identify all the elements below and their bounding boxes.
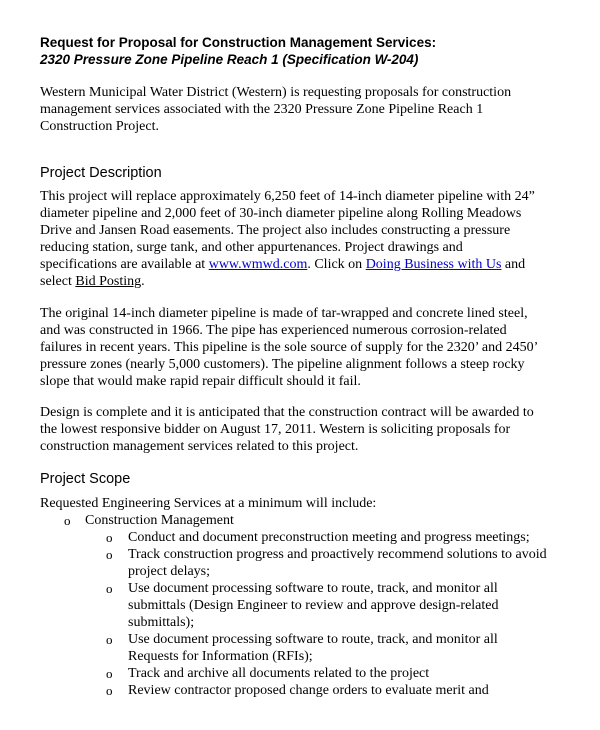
list-item-level-2: submittals (Design Engineer to review and approve design-related	[128, 598, 499, 613]
text-fragment: select	[40, 274, 76, 289]
list-item-level-2: Conduct and document preconstruction meeting and progress meetings;	[128, 530, 530, 545]
paragraph-line	[40, 273, 585, 290]
list-bullet-level-2: o	[106, 530, 113, 545]
paragraph-line: Requested Engineering Services at a minimum will include:	[40, 496, 377, 511]
project-description-heading: Project Description	[40, 165, 162, 181]
text-fragment: . Click on	[307, 257, 366, 272]
paragraph-line: Design is complete and it is anticipated that the construction contract will be awarded to	[40, 405, 534, 420]
paragraph-line: Drive and Jansen Road easements. The project also includes constructing a pressure	[40, 223, 511, 238]
intro-line: Western Municipal Water District (Western) is requesting proposals for construction	[40, 85, 512, 100]
text-fragment: .	[141, 274, 145, 289]
paragraph-line: construction management services related to this project.	[40, 439, 359, 454]
paragraph-line: slope that would make rapid repair difficult should it fail.	[40, 374, 361, 389]
list-bullet-level-2: o	[106, 547, 113, 562]
list-item-level-2: Use document processing software to route, track, and monitor all	[128, 581, 498, 596]
list-item-level-2: Review contractor proposed change orders to evaluate merit and	[128, 683, 489, 698]
text-fragment: specifications are available at	[40, 257, 209, 272]
paragraph-line: The original 14-inch diameter pipeline is made of tar-wrapped and concrete lined steel,	[40, 306, 528, 321]
list-item-level-2: Use document processing software to route, track, and monitor all	[128, 632, 498, 647]
list-bullet-level-2: o	[106, 683, 113, 698]
paragraph-line: pressure zones (nearly 5,000 customers). The pipeline alignment follows a steep rocky	[40, 357, 525, 372]
list-bullet-level-1: o	[64, 513, 71, 528]
paragraph-line: and was constructed in 1966. The pipe has experienced numerous corrosion-related	[40, 323, 507, 338]
list-item-level-2: Track construction progress and proactively recommend solutions to avoid	[128, 547, 547, 562]
intro-line: management services associated with the 2320 Pressure Zone Pipeline Reach 1	[40, 102, 484, 117]
paragraph-line: the lowest responsive bidder on August 17, 2011. Western is soliciting proposals for	[40, 422, 511, 437]
list-bullet-level-2: o	[106, 581, 113, 596]
scope-intro	[40, 495, 585, 512]
description-paragraph-3	[40, 404, 585, 455]
paragraph-line: failures in recent years. This pipeline is the sole source of supply for the 2320’ and 2450’	[40, 340, 539, 355]
intro-paragraph	[40, 84, 585, 135]
title-line-1: Request for Proposal for Construction Management Services:	[40, 35, 437, 50]
description-paragraph-2	[40, 305, 585, 390]
bid-posting-link[interactable]: Bid Posting	[75, 274, 142, 289]
list-bullet-level-2: o	[106, 632, 113, 647]
intro-line: Construction Project.	[40, 119, 159, 134]
list-bullet-level-2: o	[106, 666, 113, 681]
paragraph-line: This project will replace approximately 6,250 feet of 14-inch diameter pipeline with 24”	[40, 189, 535, 204]
doing-business-link[interactable]: Doing Business with Us	[365, 257, 502, 272]
list-item-level-2: submittals);	[128, 615, 195, 630]
list-item-level-2: Track and archive all documents related to the project	[128, 666, 430, 681]
document-title	[40, 34, 580, 68]
list-item-level-1: Construction Management	[85, 513, 234, 528]
list-item-level-2: project delays;	[128, 564, 211, 579]
title-line-2: 2320 Pressure Zone Pipeline Reach 1 (Specification W-204)	[40, 52, 419, 67]
project-scope-heading: Project Scope	[40, 471, 131, 487]
website-link[interactable]: www.wmwd.com	[208, 257, 308, 272]
paragraph-line	[40, 256, 585, 273]
description-paragraph-1	[40, 188, 585, 290]
list-item-level-2: Requests for Information (RFIs);	[128, 649, 313, 664]
paragraph-line: diameter pipeline and 2,000 feet of 30-inch diameter pipeline along Rolling Meadows	[40, 206, 522, 221]
text-fragment: and	[501, 257, 526, 272]
paragraph-line: reducing station, surge tank, and other appurtenances. Project drawings and	[40, 240, 463, 255]
